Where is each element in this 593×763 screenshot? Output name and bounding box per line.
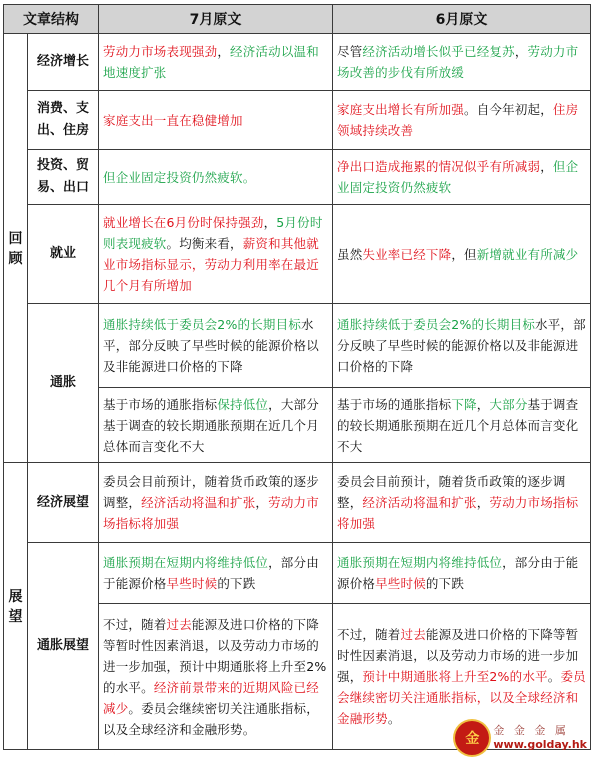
text-segment: 但企业固定投资仍然疲软。 bbox=[103, 169, 256, 185]
june-cell bbox=[333, 463, 591, 543]
text-segment: 早些时候 bbox=[166, 576, 218, 591]
text-segment: 。委员会继续密切关注通胀指标，以及全球经济和金融形势。 bbox=[103, 700, 319, 737]
text-segment: 早些时候 bbox=[375, 576, 426, 591]
text-segment: 就业增长在6月份时保持强劲 bbox=[103, 215, 264, 230]
row-label: 通胀展望 bbox=[28, 543, 99, 750]
text-segment: 经济活动以温和地速度扩张 bbox=[103, 44, 319, 80]
text-segment: 基于市场的通胀指标 bbox=[337, 396, 452, 412]
text-segment: ， bbox=[255, 495, 269, 510]
row-label: 就业 bbox=[28, 205, 99, 304]
june-cell bbox=[333, 34, 591, 91]
text-segment: 家庭支出一直在稳健增加 bbox=[103, 112, 243, 128]
text-segment: 委员会目前预计，随着货币政策的逐步调整， bbox=[103, 474, 319, 510]
comparison-table bbox=[3, 4, 591, 750]
text-segment: 经济活动将温和扩张 bbox=[141, 495, 256, 510]
text-segment: 大部分 bbox=[489, 396, 528, 412]
text-segment: ，部分由于能源价格 bbox=[337, 555, 579, 591]
row-label: 投资、贸易、出口 bbox=[28, 150, 99, 205]
june-cell bbox=[333, 388, 591, 463]
text-segment: 通胀持续低于委员会2%的长期目标 bbox=[337, 317, 536, 332]
text-segment: 的下跌 bbox=[217, 576, 256, 591]
watermark-url: www.golday.hk bbox=[493, 738, 587, 751]
text-segment: 下降 bbox=[451, 396, 477, 412]
july-cell bbox=[99, 304, 333, 388]
text-segment: 劳动力市场指标将加强 bbox=[337, 495, 579, 531]
text-segment: 净出口造成拖累的情况似乎有所减弱 bbox=[337, 159, 541, 174]
header-structure: 文章结构 bbox=[4, 5, 99, 34]
june-cell bbox=[333, 543, 591, 604]
text-segment: 尽管 bbox=[337, 44, 363, 59]
text-segment: 经济活动将温和扩张 bbox=[362, 495, 477, 510]
row-label: 经济展望 bbox=[28, 463, 99, 543]
section-char: 望 bbox=[8, 609, 23, 625]
text-segment: 不过，随着 bbox=[103, 616, 167, 632]
text-segment: 但企业固定投资仍然疲软 bbox=[337, 159, 579, 195]
table-row bbox=[4, 463, 591, 543]
july-cell bbox=[99, 463, 333, 543]
watermark-brand: 金 金 金 属 bbox=[493, 724, 569, 737]
text-segment: ， bbox=[217, 44, 231, 59]
text-segment: 预计中期通胀将上升至2%的水平 bbox=[362, 669, 548, 684]
section-char: 顾 bbox=[8, 251, 23, 267]
header-row bbox=[4, 5, 591, 34]
text-segment: 保持低位 bbox=[217, 396, 269, 412]
text-segment: ， bbox=[476, 495, 490, 510]
text-segment: 劳动力市场指标将加强 bbox=[103, 495, 319, 531]
section-outlook bbox=[4, 463, 28, 750]
text-segment: 失业率已经下降 bbox=[362, 246, 452, 262]
golday-logo-icon: 金 bbox=[455, 721, 489, 755]
text-segment: 家庭支出增长有所加强 bbox=[337, 102, 465, 117]
july-cell bbox=[99, 150, 333, 205]
text-segment: 通胀预期在短期内将维持低位 bbox=[337, 555, 503, 570]
text-segment: ， bbox=[540, 159, 553, 174]
text-segment: 能源及进口价格的下降等暂时性因素消退，以及劳动力市场的进一步加强， bbox=[337, 627, 579, 684]
text-segment: 5月份时则表现疲软 bbox=[103, 215, 323, 251]
text-segment: 通胀预期在短期内将维持低位 bbox=[103, 555, 269, 570]
table-row bbox=[4, 304, 591, 388]
text-segment: 水平，部分反映了早些时候的能源价格以及非能源进口价格的下降 bbox=[103, 317, 319, 374]
text-segment: 的下跌 bbox=[425, 576, 465, 591]
june-cell bbox=[333, 91, 591, 150]
row-label: 通胀 bbox=[28, 304, 99, 463]
text-segment: 劳动力市场改善的步伐有所放缓 bbox=[337, 44, 579, 80]
text-segment: 虽然 bbox=[337, 246, 363, 262]
text-segment: 。均衡来看， bbox=[166, 236, 243, 251]
section-char: 回 bbox=[8, 231, 23, 247]
table-row bbox=[4, 91, 591, 150]
july-cell bbox=[99, 604, 333, 750]
header-july: 7月原文 bbox=[99, 5, 333, 34]
text-segment: 基于市场的通胀指标 bbox=[103, 396, 218, 412]
july-cell bbox=[99, 543, 333, 604]
watermark bbox=[455, 721, 587, 755]
july-cell bbox=[99, 205, 333, 304]
text-segment: 水平，部分反映了早些时候的能源价格以及非能源进口价格的下降 bbox=[337, 317, 586, 374]
july-cell bbox=[99, 388, 333, 463]
text-segment: ， bbox=[476, 396, 490, 412]
header-june: 6月原文 bbox=[333, 5, 591, 34]
text-segment: ，部分由于能源价格 bbox=[103, 555, 319, 591]
text-segment: 不过，随着 bbox=[337, 627, 401, 642]
text-segment: 经济前景带来的近期风险已经减少 bbox=[103, 679, 319, 716]
text-segment: 委员会继续密切关注通胀指标，以及全球经济和金融形势 bbox=[337, 669, 586, 726]
text-segment: 。自今年初起， bbox=[464, 102, 553, 117]
text-segment: 。 bbox=[387, 711, 401, 726]
row-label: 经济增长 bbox=[28, 34, 99, 91]
text-segment: 过去 bbox=[166, 616, 192, 632]
text-segment: 。 bbox=[547, 669, 561, 684]
text-segment: ， bbox=[263, 215, 277, 230]
section-char: 展 bbox=[8, 589, 23, 605]
table-row bbox=[4, 205, 591, 304]
july-cell bbox=[99, 91, 333, 150]
table-row bbox=[4, 34, 591, 91]
june-cell bbox=[333, 205, 591, 304]
text-segment: ， bbox=[514, 44, 528, 59]
text-segment: ，但 bbox=[451, 246, 477, 262]
text-segment: 新增就业有所减少 bbox=[476, 246, 579, 262]
text-segment: 委员会目前预计，随着货币政策的逐步调整， bbox=[337, 474, 566, 510]
text-segment: 经济活动增长似乎已经复苏 bbox=[362, 44, 515, 59]
table-row bbox=[4, 150, 591, 205]
row-label: 消费、支出、住房 bbox=[28, 91, 99, 150]
text-segment: 劳动力市场表现强劲 bbox=[103, 44, 218, 59]
text-segment: 薪资和其他就业市场指标显示，劳动力利用率在最近几个月有所增加 bbox=[103, 236, 319, 293]
text-segment: ，大部分基于调查的较长期通胀预期在近几个月总体而言变化不大 bbox=[103, 396, 319, 454]
text-segment: 基于调查的较长期通胀预期在近几个月总体而言变化不大 bbox=[337, 396, 579, 454]
june-cell bbox=[333, 150, 591, 205]
july-cell bbox=[99, 34, 333, 91]
section-review bbox=[4, 34, 28, 463]
june-cell bbox=[333, 304, 591, 388]
text-segment: 过去 bbox=[400, 627, 426, 642]
text-segment: 通胀持续低于委员会2%的长期目标 bbox=[103, 317, 302, 332]
text-segment: 住房领域持续改善 bbox=[337, 102, 579, 138]
text-segment: 能源及进口价格的下降等暂时性因素消退，以及劳动力市场的进一步加强，预计中期通胀将上升至2%的水平。 bbox=[103, 616, 327, 695]
table-row bbox=[4, 543, 591, 604]
